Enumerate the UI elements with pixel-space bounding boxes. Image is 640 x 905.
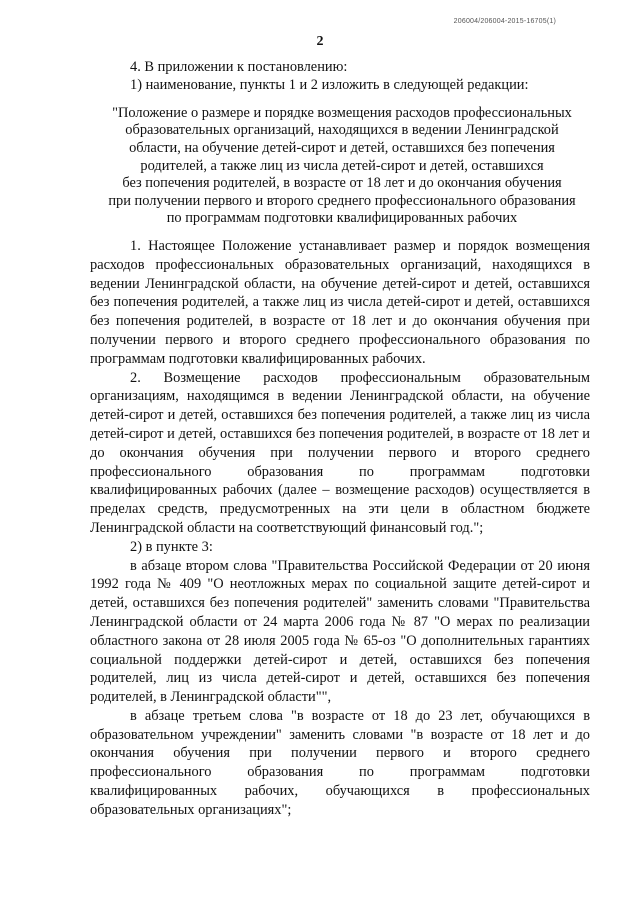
title-line: "Положение о размере и порядке возмещения расходов профессиональных — [112, 104, 572, 121]
paragraph-4: в абзаце втором слова "Правительства Российской Федерации от 20 июня 1992 года № 409 "О неотложных мерах по социальной защите детей-сирот и детей, оставшихся без попечения родителей" заменить словами "Правительства Ленинградской области от 24 марта 2006 года № 87 "О мерах по реализации областного закона от 28 июля 2005 года № 65-оз "О дополнительных гарантиях социальной поддержки детей-сирот и детей, оставшихся без попечения родителей, лиц из числа детей-сирот и детей, оставшихся без попечения родителей, в Ленинградской области"", — [90, 557, 590, 706]
paragraph-1: 1. Настоящее Положение устанавливает размер и порядок возмещения расходов профессиональных образовательных организаций, находящихся в ведении Ленинградской области, на обучение детей-сирот и детей, оставшихся без попечения родителей, а также лиц из числа детей-сирот и детей, оставшихся без попечения родителей, в возрасте от 18 лет и до окончания обучения при получении первого и второго среднего профессионального образования по программам подготовки квалифицированных рабочих. — [90, 237, 590, 367]
title-line: без попечения родителей, в возрасте от 18 лет и до окончания обучения — [122, 175, 562, 192]
paragraph-2: 2. Возмещение расходов профессиональным образовательным организациям, находящимся в ведении Ленинградской области, на обучение детей-сирот и детей, оставшихся без попечения родителей, а также лиц из числа детей-сирот и детей, оставшихся без попечения родителей, в возрасте от 18 лет и до окончания обучения при получении первого и второго среднего профессионального образования по программам подготовки квалифицированных рабочих (далее – возмещение расходов) осуществляется в пределах средств, предусмотренных на эти цели в областном бюджете Ленинградской области на соответствующий финансовый год."; — [90, 369, 590, 536]
title-line: родителей, а также лиц из числа детей-сирот и детей, оставшихся — [140, 157, 544, 174]
page-number: 2 — [316, 34, 324, 49]
title-line: области, на обучение детей-сирот и детей, оставшихся без попечения — [129, 140, 555, 156]
title-line: по программам подготовки квалифицированных рабочих — [166, 210, 518, 227]
title-line: при получении первого и второго среднего профессионального образования — [108, 192, 576, 209]
intro-line-1: 4. В приложении к постановлению: — [130, 59, 348, 75]
title-line: образовательных организаций, находящихся в ведении Ленинградской — [125, 122, 559, 139]
regulation-title — [80, 105, 604, 228]
document-body — [90, 58, 590, 820]
paragraph-3-heading: 2) в пункте 3: — [130, 538, 213, 555]
document-stamp: 206004/206004-2015-16705(1) — [453, 18, 556, 25]
intro-line-2: 1) наименование, пункты 1 и 2 изложить в следующей редакции: — [130, 77, 529, 94]
paragraph-5: в абзаце третьем слова "в возрасте от 18 до 23 лет, обучающихся в образовательном учреждении" заменить словами "в возрасте от 18 лет и до окончания обучения при получении первого и второго среднего профессионального образования по программам подготовки квалифицированных рабочих, обучающихся в профессиональных образовательных организациях"; — [90, 707, 590, 818]
